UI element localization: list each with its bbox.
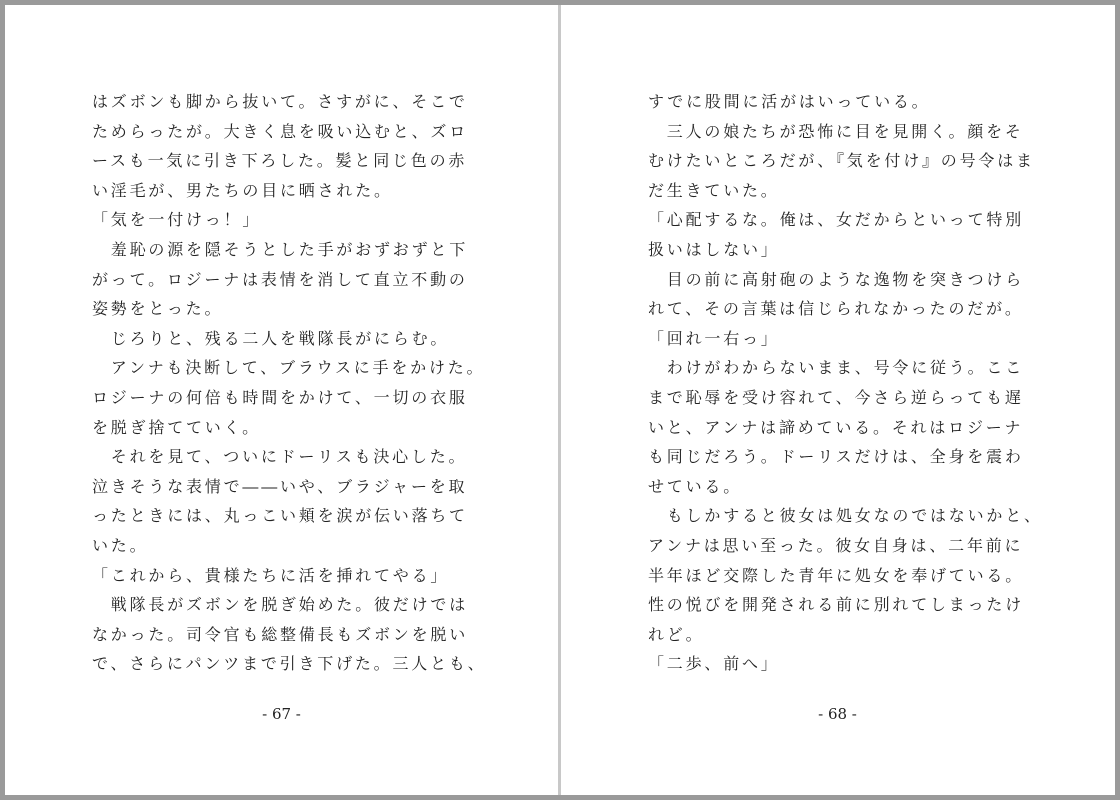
text-line: せている。 — [648, 476, 743, 496]
text-line: も同じだろう。ドーリスだけは、全身を震わ — [648, 447, 1024, 467]
text-line: ースも一気に引き下ろした。髪と同じ色の赤 — [92, 151, 468, 171]
text-line: なかった。司令官も総整備長もズボンを脱い — [92, 624, 469, 644]
text-line: すでに股間に活がはいっている。 — [648, 92, 931, 111]
text-line: ためらったが。大きく息を吸い込むと、ズロ — [92, 121, 469, 141]
text-line: はズボンも脚から抜いて。さすがに、そこで — [92, 92, 468, 111]
text-line: だ生きていた。 — [648, 180, 780, 200]
text-line: 三人の娘たちが恐怖に目を見開く。顔をそ — [648, 121, 1024, 141]
text-line: い淫毛が、男たちの目に晒された。 — [92, 180, 393, 200]
text-line: 泣きそうな表情で――いや、ブラジャーを取 — [92, 476, 468, 496]
text-line: 「これから、貴様たちに活を挿れてやる」 — [92, 565, 450, 585]
text-line: 目の前に高射砲のような逸物を突きつけら — [648, 269, 1025, 289]
page-left — [5, 5, 558, 795]
text-line: ったときには、丸っこい頬を涙が伝い落ちて — [92, 506, 468, 526]
text-line: 性の悦びを開発される前に別れてしまったけ — [648, 595, 1025, 615]
text-line: じろりと、残る二人を戦隊長がにらむ。 — [92, 328, 450, 348]
text-line: 「回れ一右っ」 — [648, 328, 780, 348]
text-line: を脱ぎ捨てていく。 — [92, 417, 261, 437]
text-line: もしかすると彼女は処女なのではないかと、 — [648, 506, 1043, 526]
text-line: れど。 — [648, 624, 705, 644]
text-line: アンナは思い至った。彼女自身は、二年前に — [648, 535, 1024, 555]
text-line: まで恥辱を受け容れて、今さら逆らっても遅 — [648, 387, 1024, 407]
page-number: - 68 - — [818, 705, 857, 723]
text-line: 「二歩、前へ」 — [648, 654, 780, 674]
text-line: 戦隊長がズボンを脱ぎ始めた。彼だけでは — [92, 595, 469, 615]
text-line: がって。ロジーナは表情を消して直立不動の — [92, 269, 468, 289]
page-number: - 67 - — [262, 705, 301, 723]
text-line: わけがわからないまま、号令に従う。ここ — [648, 358, 1025, 378]
text-line: むけたいところだが、『気を付け』の号令はま — [648, 151, 1035, 171]
book-spread — [5, 5, 1115, 795]
text-line: れて、その言葉は信じられなかったのだが。 — [648, 299, 1024, 319]
text-line: いた。 — [92, 535, 149, 555]
text-line: 「気を一付けっ！」 — [92, 210, 262, 230]
text-line: ロジーナの何倍も時間をかけて、一切の衣服 — [92, 387, 468, 407]
page-right — [561, 5, 1114, 795]
text-line: 「心配するな。俺は、女だからといって特別 — [648, 210, 1025, 230]
text-line: 羞恥の源を隠そうとした手がおずおずと下 — [92, 239, 469, 259]
text-line: 姿勢をとった。 — [92, 299, 224, 319]
text-line: アンナも決断して、ブラウスに手をかけた。 — [92, 358, 486, 378]
text-line: 半年ほど交際した青年に処女を奉げている。 — [648, 565, 1025, 585]
page-text — [648, 87, 1048, 679]
text-line: いと、アンナは諦めている。それはロジーナ — [648, 417, 1024, 437]
page-text — [92, 87, 492, 679]
text-line: で、さらにパンツまで引き下げた。三人とも、 — [92, 654, 487, 674]
text-line: それを見て、ついにドーリスも決心した。 — [92, 447, 468, 467]
text-line: 扱いはしない」 — [648, 239, 780, 259]
